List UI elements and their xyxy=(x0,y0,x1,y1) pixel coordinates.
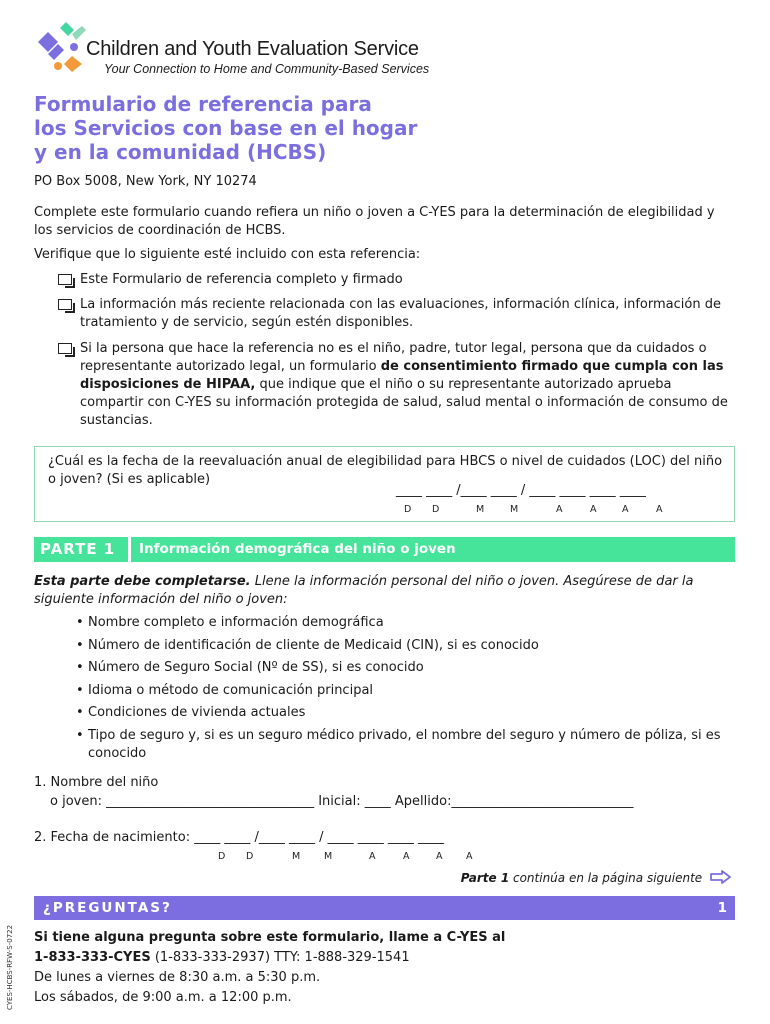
required-info-list xyxy=(76,614,736,767)
continue-note: Parte 1 continúa en la página siguiente xyxy=(461,870,732,885)
org-name: Children and Youth Evaluation Service xyxy=(86,38,419,60)
list-item: • Número de Seguro Social (Nº de SS), si es conocido xyxy=(76,660,424,675)
checklist-item-records: La información más reciente relacionada con las evaluaciones, información clínica, información de tratamiento y de servicio, según estén disponibles. xyxy=(58,296,738,332)
date-label: A xyxy=(466,851,473,862)
date-label: A xyxy=(622,504,629,515)
date-label: A xyxy=(656,504,663,515)
mailing-address: PO Box 5008, New York, NY 10274 xyxy=(34,174,257,189)
date-label: D xyxy=(246,851,254,862)
date-label: A xyxy=(590,504,597,515)
page-title: Formulario de referencia para los Servicios con base en el hogar y en la comunidad (HCBS) xyxy=(34,92,418,164)
contact-info: Si tiene alguna pregunta sobre este formulario, llame a C-YES al 1-833-333-CYES (1-833-333-2937) TTY: 1-888-329-1541 De lunes a viernes de 8:30 a.m. a 5:30 p.m. Los sábados, de 9:00 a.m. a 12:00 p.m. xyxy=(34,930,506,1005)
list-item: • Condiciones de vivienda actuales xyxy=(76,705,306,720)
checklist-item-form: Este Formulario de referencia completo y firmado xyxy=(58,271,738,289)
date-label: D xyxy=(218,851,226,862)
date-label: D xyxy=(404,504,412,515)
arrow-right-icon xyxy=(710,870,732,884)
cyes-logo-icon xyxy=(34,20,94,80)
date-label: A xyxy=(369,851,376,862)
date-label: M xyxy=(510,504,519,515)
list-item: • Tipo de seguro y, si es un seguro médico privado, el nombre del seguro y número de póliza, si es conocido xyxy=(76,727,721,761)
date-label: A xyxy=(403,851,410,862)
list-item: • Número de identificación de cliente de Medicaid (CIN), si es conocido xyxy=(76,637,539,653)
date-label: A xyxy=(436,851,443,862)
date-label: D xyxy=(432,504,440,515)
child-name-field[interactable]: o joven: ________________________________ Inicial: ____ Apellido:____________________________ xyxy=(50,794,634,809)
org-tagline: Your Connection to Home and Community-Based Services xyxy=(104,62,430,76)
questions-bar: ¿PREGUNTAS? 1 xyxy=(34,896,735,920)
loc-question: ¿Cuál es la fecha de la reevaluación anual de elegibilidad para HBCS o nivel de cuidados (LOC) del niño o joven? (Si es aplicable) xyxy=(48,454,723,487)
part-1-title: Información demográfica del niño o joven xyxy=(131,537,735,562)
date-label: A xyxy=(556,504,563,515)
part-1-instructions: Esta parte debe completarse. Llene la información personal del niño o joven. Asegúrese de dar la siguiente información del niño o joven: xyxy=(34,574,694,607)
part-1-tag: PARTE 1 xyxy=(34,537,128,562)
list-item: • Idioma o método de comunicación principal xyxy=(76,682,374,698)
page-number: 1 xyxy=(717,900,727,916)
list-item: • Nombre completo e información demográfica xyxy=(76,615,384,630)
intro-text: Complete este formulario cuando refiera un niño o joven a C-YES para la determinación de elegibilidad y los servicios de coordinación de HCBS. xyxy=(34,205,715,238)
date-label: M xyxy=(292,851,301,862)
date-label: M xyxy=(324,851,333,862)
loc-date-field[interactable]: ____ ____ /____ ____ / ____ ____ ____ ____ xyxy=(396,483,646,498)
birth-date-field[interactable]: 2. Fecha de nacimiento: ____ ____ /____ ____ / ____ ____ ____ ____ xyxy=(34,830,445,845)
checklist-item-consent: Si la persona que hace la referencia no es el niño, padre, tutor legal, persona que da cuidados o representante autorizado legal, un formulario de consentimiento firmado que cumpla con las disposiciones de HIPAA, que indique que el niño o su representante autorizado aprueba compartir con C-YES su información protegida de salud, salud mental o información de consumo de sustancias. xyxy=(58,340,738,430)
child-name-label: 1. Nombre del niño xyxy=(34,775,159,790)
checkbox-icon[interactable] xyxy=(58,274,72,285)
form-code: CYES-HCBS-RFW-S-0722 xyxy=(6,924,14,1010)
checkbox-icon[interactable] xyxy=(58,343,72,354)
date-label: M xyxy=(476,504,485,515)
checkbox-icon[interactable] xyxy=(58,299,72,310)
verify-lead: Verifique que lo siguiente esté incluido con esta referencia: xyxy=(34,247,421,262)
